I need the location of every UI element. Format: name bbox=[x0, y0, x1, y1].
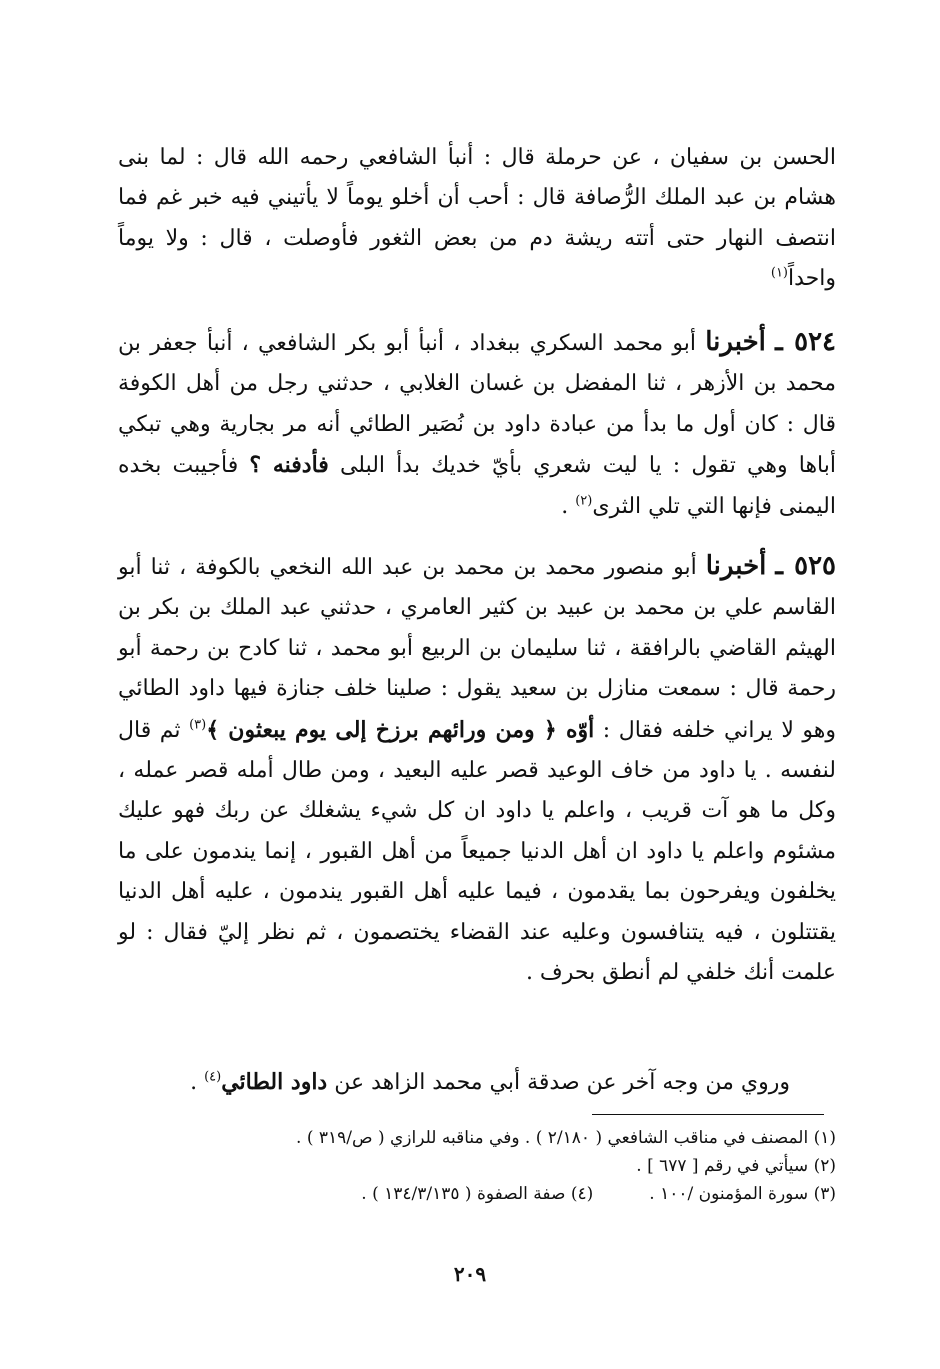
akhbarana-keyword: أخبرنا bbox=[705, 551, 767, 581]
paragraph-525 bbox=[118, 546, 836, 1050]
paragraph-tail: . bbox=[190, 1070, 205, 1095]
paragraph-text: الحسن بن سفيان ، عن حرملة قال : أنبأ الشافعي رحمه الله قال : لما بنى هشام بن عبد الملك الرُّصافة قال : أحب أن أخلو يوماً لا يأتيني فيه خبر غم فما انتصف النهار حتى أتته ريشة دم من بعض الثغور فأوصلت ، قال : ولا يوماً واحداً bbox=[118, 145, 836, 292]
footnote-3: (٣) سورة المؤمنون /١٠٠ . bbox=[649, 1184, 836, 1204]
hadith-number: ٥٢٥ ـ bbox=[775, 551, 837, 581]
footnote-ref-4: (٤) bbox=[204, 1069, 222, 1085]
paragraph-continuation bbox=[118, 138, 836, 314]
footnotes bbox=[200, 1124, 836, 1208]
footnote-ref-3: (٣) bbox=[189, 717, 207, 733]
footnote-3-4-row bbox=[200, 1180, 836, 1208]
page-number: ٢٠٩ bbox=[453, 1262, 487, 1286]
paragraph-524 bbox=[118, 322, 836, 534]
bold-phrase: فأدفنه ؟ bbox=[249, 452, 329, 479]
quran-quote: أوّه ﴿ ومن ورائهم برزخ إلى يوم يبعثون ﴾ bbox=[206, 716, 595, 743]
footnote-separator bbox=[592, 1114, 824, 1115]
bold-name: داود الطائي bbox=[221, 1069, 328, 1095]
paragraph-text: وروي من وجه آخر عن صدقة أبي محمد الزاهد عن bbox=[334, 1070, 790, 1095]
footnote-1: (١) المصنف في مناقب الشافعي ( ٢/١٨٠ ) . وفي مناقبه للرازي ( ص/٣١٩ ) . bbox=[296, 1128, 836, 1148]
footnote-4: (٤) صفة الصفوة ( ١٣٤/٣/١٣٥ ) . bbox=[361, 1184, 594, 1204]
hadith-number: ٥٢٤ ـ bbox=[775, 327, 837, 357]
paragraph-text: أبو محمد السكري ببغداد ، أنبأ أبو بكر الشافعي ، أنبأ جعفر بن محمد بن الأزهر ، ثنا المفضل بن غسان الغلابي ، حدثني رجل من أهل الكوفة قال : كان أول ما بدأ من عبادة داود بن نُصَير الطائي أنه مر بجارية وهي تبكي أباها وهي تقول : يا ليت شعري بأيّ خديك بدأ البلى bbox=[118, 331, 836, 479]
footnote-2: (٢) سيأتي في رقم [ ٦٧٧ ] . bbox=[636, 1156, 836, 1176]
footnote-ref-2: (٢) bbox=[575, 493, 593, 509]
akhbarana-keyword: أخبرنا bbox=[705, 327, 766, 357]
paragraph-tail: . bbox=[561, 493, 576, 519]
paragraph-text-after: فأجيبت بخده اليمنى فإنها التي تلي الثرى bbox=[118, 453, 836, 519]
paragraph-text: أبو منصور محمد بن محمد بن عبد الله النخعي بالكوفة ، ثنا أبو القاسم علي بن محمد بن عبيد بن كثير العامري ، حدثني عبد الملك بن بكر بن الهيثم القاضي بالرافقة ، ثنا سليمان بن الربيع أبو محمد ، ثنا كادح بن رحمة أبو رحمة قال : سمعت منازل بن سعيد يقول : صلينا خلف جنازة فيها داود الطائي وهو لا يراني خلفه فقال : bbox=[118, 555, 836, 743]
paragraph-text-after: ثم قال لنفسه . يا داود من خاف الوعيد قصر عليه البعيد ، ومن طال أمله قصر عمله ، وكل ما هو آت قريب ، واعلم يا داود ان كل شيء يشغلك عن ربك فهو عليك مشئوم واعلم يا داود ان أهل الدنيا جميعاً من أهل القبور ، إنما يندمون على ما يخلفون ويفرحون بما يقدمون ، فيما عليه أهل القبور يندمون ، عليه أهل الدنيا يقتتلون ، فيه يتنافسون وعليه عند القضاء يختصمون ، ثم نظر إليّ فقال : لو علمت أنك خلفي لم أنطق بحرف . bbox=[118, 717, 836, 986]
footnote-ref-1: (١) bbox=[770, 265, 788, 281]
paragraph-closing bbox=[118, 1062, 836, 1106]
